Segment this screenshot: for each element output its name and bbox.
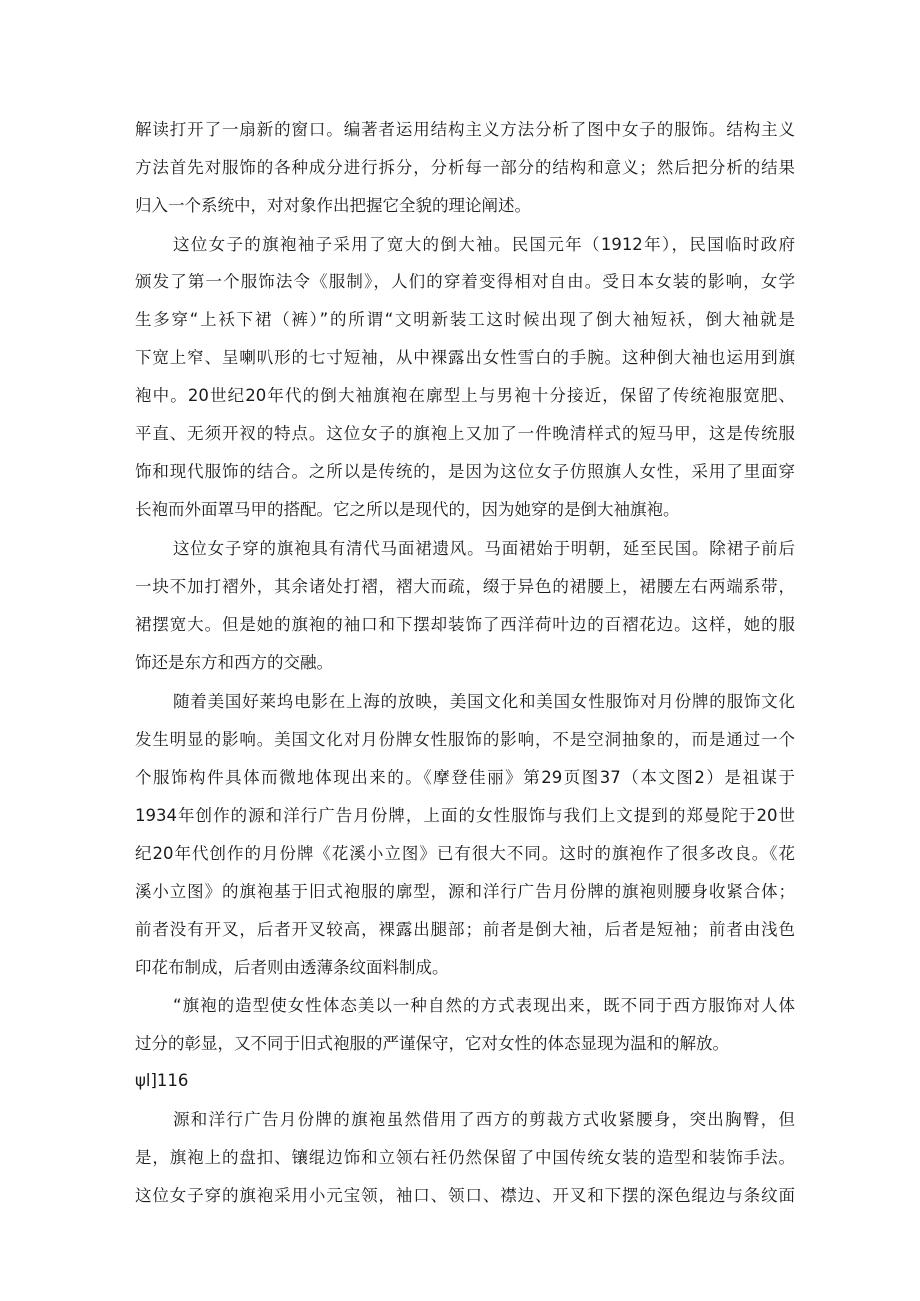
paragraph-3-line-4: 饰还是东方和西方的交融。 (135, 653, 333, 672)
paragraph-3-line-3: 裙摆宽大。但是她的旗袍的袖口和下摆却装饰了西洋荷叶边的百褶花边。这样，她的服 (135, 615, 795, 634)
paragraph-4-line-3: 个服饰构件具体而微地体现出来的。《摩登佳丽》第29页图37（本文图2）是祖谋于 (135, 768, 795, 787)
paragraph-6-line-1: 源和洋行广告月份牌的旗袍虽然借用了西方的剪裁方式收紧腰身，突出胸臀，但 (173, 1110, 795, 1129)
paragraph-4-line-1: 随着美国好莱坞电影在上海的放映，美国文化和美国女性服饰对月份牌的服饰文化 (173, 692, 795, 711)
paragraph-2-line-8: 长袍而外面罩马甲的搭配。它之所以是现代的，因为她穿的是倒大袖旗袍。 (135, 500, 680, 519)
paragraph-1-line-3: 归入一个系统中，对对象作出把握它全貌的理论阐述。 (135, 196, 531, 215)
paragraph-3-line-1: 这位女子穿的旗袍具有清代马面裙遗风。马面裙始于明朝，延至民国。除裙子前后 (173, 539, 795, 558)
paragraph-4-line-6: 溪小立图》的旗袍基于旧式袍服的廓型，源和洋行广告月份牌的旗袍则腰身收紧合体； (135, 882, 795, 901)
paragraph-5-line-1: “旗袍的造型使女性体态美以一种自然的方式表现出来，既不同于西方服饰对人体 (173, 996, 795, 1015)
paragraph-4-line-5: 纪20年代创作的月份牌《花溪小立图》已有很大不同。这时的旗袍作了很多改良。《花 (135, 844, 795, 863)
paragraph-5-line-2: 过分的彰显，又不同于旧式袍服的严谨保守，它对女性的体态显现为温和的解放。 (135, 1034, 729, 1053)
paragraph-4-line-4: 1934年创作的源和洋行广告月份牌，上面的女性服饰与我们上文提到的郑曼陀于20世 (135, 806, 795, 825)
paragraph-2-line-4: 下宽上窄、呈喇叭形的七寸短袖，从中裸露出女性雪白的手腕。这种倒大袖也运用到旗 (135, 348, 795, 367)
paragraph-3-line-2: 一块不加打褶外，其余诸处打褶，褶大而疏，缀于异色的裙腰上，裙腰左右两端系带， (135, 577, 795, 596)
paragraph-1-line-2: 方法首先对服饰的各种成分进行拆分，分析每一部分的结构和意义；然后把分析的结果 (135, 158, 795, 177)
paragraph-4-line-8: 印花布制成，后者则由透薄条纹面料制成。 (135, 958, 449, 977)
paragraph-2-line-5: 袍中。20世纪20年代的倒大袖旗袍在廓型上与男袍十分接近，保留了传统袍服宽肥、 (135, 386, 795, 405)
paragraph-2-line-6: 平直、无须开衩的特点。这位女子的旗袍上又加了一件晚清样式的短马甲，这是传统服 (135, 424, 795, 443)
paragraph-2-line-1: 这位女子的旗袍袖子采用了宽大的倒大袖。民国元年（1912年），民国临时政府 (173, 235, 795, 254)
paragraph-2-line-7: 饰和现代服饰的结合。之所以是传统的，是因为这位女子仿照旗人女性，采用了里面穿 (135, 462, 795, 481)
paragraph-4-line-7: 前者没有开叉，后者开叉较高，裸露出腿部；前者是倒大袖，后者是短袖；前者由浅色 (135, 920, 795, 939)
paragraph-2-line-2: 颁发了第一个服饰法令《服制》，人们的穿着变得相对自由。受日本女装的影响，女学 (135, 272, 795, 291)
citation-marker: ψl]116 (135, 1071, 189, 1090)
paragraph-1-line-1: 解读打开了一扇新的窗口。编著者运用结构主义方法分析了图中女子的服饰。结构主义 (135, 120, 795, 139)
paragraph-6-line-2: 是，旗袍上的盘扣、镶绲边饰和立领右衽仍然保留了中国传统女装的造型和装饰手法。 (135, 1148, 795, 1167)
paragraph-2-line-3: 生多穿“上袄下裙（裤）”的所谓“文明新装工这时候出现了倒大袖短袄，倒大袖就是 (135, 310, 795, 329)
paragraph-6-line-3: 这位女子穿的旗袍采用小元宝领，袖口、领口、襟边、开叉和下摆的深色绲边与条纹面 (135, 1186, 795, 1205)
paragraph-4-line-2: 发生明显的影响。美国文化对月份牌女性服饰的影响，不是空洞抽象的，而是通过一个 (135, 730, 795, 749)
